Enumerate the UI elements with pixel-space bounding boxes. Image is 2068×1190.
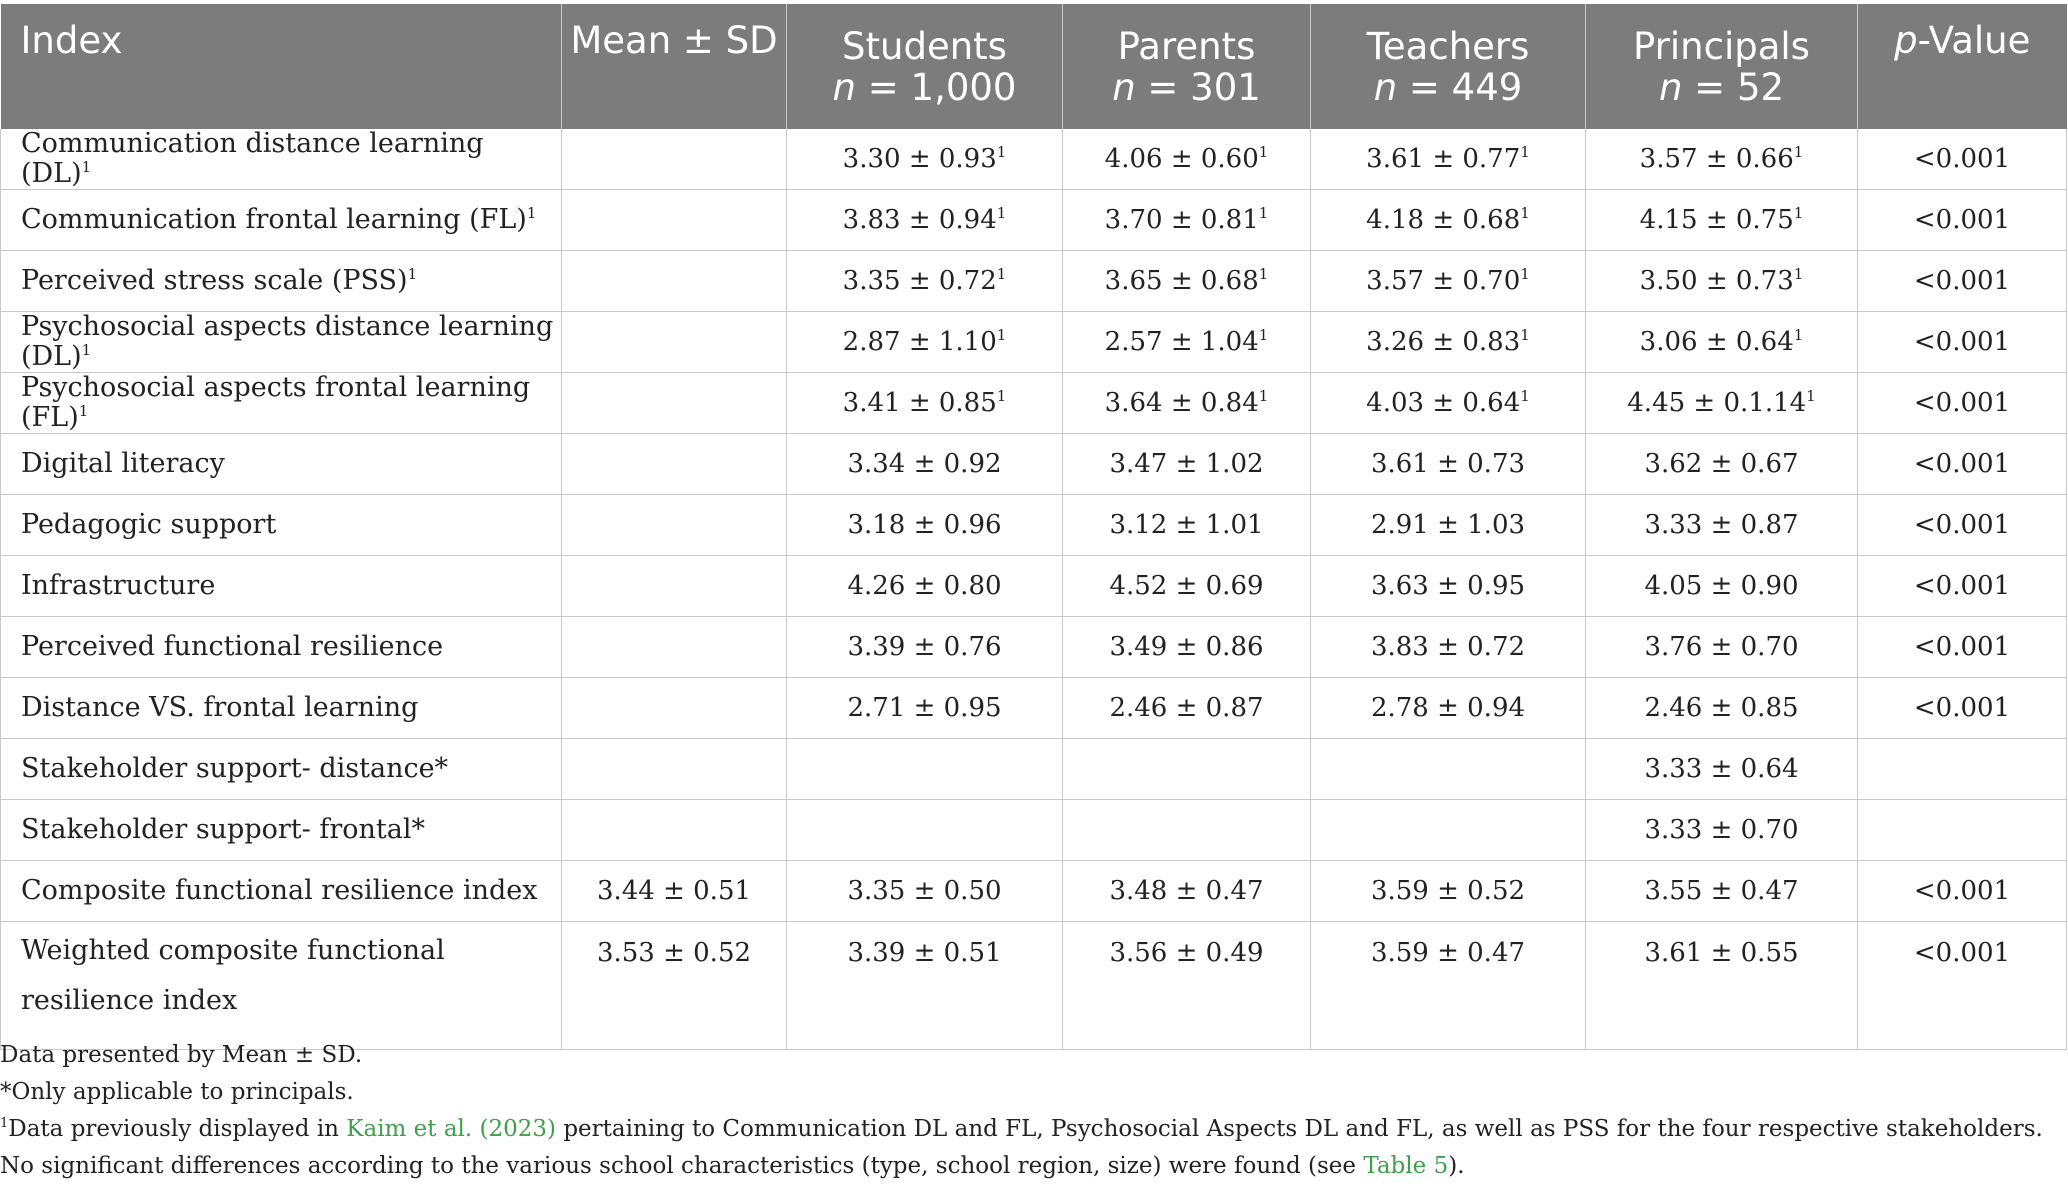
teachers-value: 3.61 ± 0.77 xyxy=(1366,144,1521,174)
pvalue-cell: <0.001 xyxy=(1858,190,2067,251)
footnote-text: Data previously displayed in xyxy=(8,1116,347,1142)
mean-sd-cell xyxy=(562,312,787,373)
students-cell xyxy=(787,434,1063,495)
index-label: Communication distance learning (DL) xyxy=(21,128,484,189)
table-header xyxy=(1,4,2067,129)
students-value: 4.26 ± 0.80 xyxy=(847,571,1002,601)
students-value: 3.18 ± 0.96 xyxy=(847,510,1002,540)
index-cell xyxy=(1,495,562,556)
principals-cell xyxy=(1586,556,1858,617)
column-header-label: Mean ± SD xyxy=(570,19,778,62)
principals-cell xyxy=(1586,312,1858,373)
index-cell xyxy=(1,373,562,434)
students-cell xyxy=(787,617,1063,678)
column-header xyxy=(1586,4,1858,129)
sample-size-value: = 301 xyxy=(1135,65,1261,109)
table-row xyxy=(1,739,2067,800)
index-cell xyxy=(1,800,562,861)
mean-sd-cell xyxy=(562,373,787,434)
header-row xyxy=(1,4,2067,129)
students-value: 3.41 ± 0.85 xyxy=(842,388,997,418)
column-header-sample-size xyxy=(1586,67,1857,108)
table-row xyxy=(1,922,2067,1050)
footnote-text: ). xyxy=(1448,1153,1465,1179)
results-table-container xyxy=(0,4,2068,1050)
index-label: Composite functional resilience index xyxy=(21,875,538,906)
teachers-value: 3.63 ± 0.95 xyxy=(1370,571,1526,601)
index-label: Perceived functional resilience xyxy=(21,631,444,662)
table-row xyxy=(1,800,2067,861)
pvalue-symbol: p xyxy=(1894,19,1918,62)
table-row xyxy=(1,556,2067,617)
column-header xyxy=(787,4,1063,129)
parents-value: 2.46 ± 0.87 xyxy=(1109,693,1264,723)
mean-sd-cell xyxy=(562,190,787,251)
principals-value: 3.62 ± 0.67 xyxy=(1644,449,1799,479)
pvalue-cell: <0.001 xyxy=(1858,251,2067,312)
column-header xyxy=(1063,4,1311,129)
teachers-cell xyxy=(1311,190,1586,251)
parents-cell xyxy=(1063,495,1311,556)
table-row xyxy=(1,373,2067,434)
mean-sd-cell xyxy=(562,800,787,861)
pvalue-cell: <0.001 xyxy=(1858,312,2067,373)
column-header xyxy=(562,4,787,129)
footnote-marker: 1 xyxy=(1258,143,1269,161)
parents-value: 3.56 ± 0.49 xyxy=(1109,938,1264,968)
parents-cell xyxy=(1063,678,1311,739)
table-row xyxy=(1,251,2067,312)
index-label: Weighted composite functional resilience index xyxy=(21,935,445,1016)
footnote-marker: 1 xyxy=(996,265,1007,283)
footnote-marker: 1 xyxy=(81,341,92,359)
mean-sd-cell xyxy=(562,739,787,800)
footnote-text: pertaining to Communication DL and FL, Psychosocial Aspects DL and FL, as well as PSS for the four respective stakeholders. xyxy=(556,1116,2043,1142)
footnote-marker: 1 xyxy=(1520,265,1530,283)
pvalue-cell: <0.001 xyxy=(1858,678,2067,739)
footnote-mean-sd: Data presented by Mean ± SD. xyxy=(0,1042,363,1068)
students-value: 3.83 ± 0.94 xyxy=(842,205,997,235)
footnote-marker: 1 xyxy=(1258,204,1269,222)
table-body xyxy=(1,129,2067,1050)
students-value: 2.71 ± 0.95 xyxy=(847,693,1002,723)
students-cell xyxy=(787,861,1063,922)
index-label: Stakeholder support- frontal* xyxy=(21,814,425,845)
principals-cell xyxy=(1586,739,1858,800)
index-label: Communication frontal learning (FL) xyxy=(21,204,527,235)
footnote-marker: 1 xyxy=(1806,387,1816,405)
footnote-marker: 1 xyxy=(407,265,418,283)
citation-link-kaim-2023[interactable]: Kaim et al. (2023) xyxy=(346,1116,557,1142)
teachers-cell xyxy=(1311,251,1586,312)
table-row xyxy=(1,678,2067,739)
column-header-label: Principals xyxy=(1633,24,1810,68)
footnote-marker: 1 xyxy=(996,143,1007,161)
parents-value: 4.06 ± 0.60 xyxy=(1104,144,1259,174)
mean-sd-cell xyxy=(562,617,787,678)
column-header-label: Students xyxy=(842,24,1007,68)
teachers-cell xyxy=(1311,617,1586,678)
students-value: 3.35 ± 0.72 xyxy=(842,266,997,296)
students-cell xyxy=(787,373,1063,434)
pvalue-cell: <0.001 xyxy=(1858,556,2067,617)
footnote-marker: 1 xyxy=(78,402,89,420)
teachers-value: 3.59 ± 0.47 xyxy=(1370,938,1526,968)
students-cell xyxy=(787,129,1063,190)
table-row xyxy=(1,129,2067,190)
students-value: 3.39 ± 0.51 xyxy=(847,938,1002,968)
teachers-cell xyxy=(1311,434,1586,495)
principals-value: 3.33 ± 0.87 xyxy=(1644,510,1799,540)
index-label: Psychosocial aspects frontal learning (FL) xyxy=(21,372,531,433)
principals-value: 3.57 ± 0.66 xyxy=(1639,144,1794,174)
table-5-link[interactable]: Table 5 xyxy=(1363,1153,1449,1179)
index-label: Pedagogic support xyxy=(21,509,277,540)
mean-sd-cell: 3.53 ± 0.52 xyxy=(562,922,787,1050)
footnote-marker: 1 xyxy=(996,326,1007,344)
footnote-marker: 1 xyxy=(1793,204,1804,222)
column-header-label: Index xyxy=(20,19,123,62)
pvalue-cell: <0.001 xyxy=(1858,861,2067,922)
column-header-label: Teachers xyxy=(1366,24,1530,68)
students-value: 3.39 ± 0.76 xyxy=(847,632,1002,662)
pvalue-cell: <0.001 xyxy=(1858,922,2067,1050)
footnote-marker: 1 xyxy=(81,158,92,176)
principals-value: 3.61 ± 0.55 xyxy=(1644,938,1799,968)
teachers-value: 4.03 ± 0.64 xyxy=(1366,388,1521,418)
teachers-value: 2.78 ± 0.94 xyxy=(1370,693,1526,723)
footnote-marker: 1 xyxy=(996,204,1007,222)
footnote-principals-only: *Only applicable to principals. xyxy=(0,1079,354,1105)
principals-cell xyxy=(1586,922,1858,1050)
students-cell xyxy=(787,678,1063,739)
students-cell xyxy=(787,800,1063,861)
teachers-cell xyxy=(1311,861,1586,922)
footnote-marker: 1 xyxy=(1793,326,1804,344)
parents-cell xyxy=(1063,190,1311,251)
parents-value: 3.12 ± 1.01 xyxy=(1109,510,1264,540)
principals-value: 3.33 ± 0.70 xyxy=(1644,815,1799,845)
students-cell xyxy=(787,739,1063,800)
sample-size-value: = 52 xyxy=(1682,65,1785,109)
footnote-text: No significant differences according to the various school characteristics (type, school region, size) were found (see xyxy=(0,1153,1364,1179)
students-value: 3.35 ± 0.50 xyxy=(847,876,1002,906)
index-label: Perceived stress scale (PSS) xyxy=(21,265,408,296)
sample-size-symbol: n xyxy=(1373,65,1398,109)
table-row xyxy=(1,190,2067,251)
students-value: 2.87 ± 1.10 xyxy=(842,327,997,357)
teachers-cell xyxy=(1311,678,1586,739)
parents-value: 3.70 ± 0.81 xyxy=(1104,205,1259,235)
pvalue-cell: <0.001 xyxy=(1858,373,2067,434)
students-cell xyxy=(787,251,1063,312)
sample-size-symbol: n xyxy=(832,65,856,109)
teachers-cell xyxy=(1311,312,1586,373)
teachers-cell xyxy=(1311,556,1586,617)
parents-cell xyxy=(1063,617,1311,678)
index-label: Stakeholder support- distance* xyxy=(21,753,449,784)
parents-value: 3.49 ± 0.86 xyxy=(1109,632,1264,662)
index-cell xyxy=(1,434,562,495)
teachers-cell xyxy=(1311,739,1586,800)
sample-size-symbol: n xyxy=(1112,65,1136,109)
pvalue-cell xyxy=(1858,739,2067,800)
principals-value: 3.55 ± 0.47 xyxy=(1644,876,1799,906)
index-cell xyxy=(1,312,562,373)
footnote-marker: 1 xyxy=(1520,326,1530,344)
students-cell xyxy=(787,495,1063,556)
parents-value: 3.47 ± 1.02 xyxy=(1109,449,1264,479)
footnote-marker: 1 xyxy=(1520,204,1530,222)
parents-value: 3.64 ± 0.84 xyxy=(1104,388,1259,418)
index-cell xyxy=(1,190,562,251)
index-cell xyxy=(1,739,562,800)
index-label: Distance VS. frontal learning xyxy=(21,692,419,723)
sample-size-symbol: n xyxy=(1658,65,1683,109)
table-row xyxy=(1,617,2067,678)
principals-value: 4.45 ± 0.1.14 xyxy=(1627,388,1807,418)
footnote-marker: 1 xyxy=(1258,265,1269,283)
footnote-marker: 1 xyxy=(1793,143,1804,161)
students-cell xyxy=(787,312,1063,373)
parents-cell xyxy=(1063,861,1311,922)
index-cell xyxy=(1,556,562,617)
pvalue-cell: <0.001 xyxy=(1858,434,2067,495)
pvalue-cell: <0.001 xyxy=(1858,617,2067,678)
principals-value: 3.06 ± 0.64 xyxy=(1639,327,1794,357)
principals-value: 4.05 ± 0.90 xyxy=(1644,571,1799,601)
students-cell xyxy=(787,556,1063,617)
principals-value: 3.76 ± 0.70 xyxy=(1644,632,1799,662)
index-label: Infrastructure xyxy=(21,570,216,601)
mean-sd-cell xyxy=(562,251,787,312)
parents-cell xyxy=(1063,739,1311,800)
column-header-label: Parents xyxy=(1117,24,1256,68)
footnote-previous-data xyxy=(0,1111,2060,1148)
parents-cell xyxy=(1063,129,1311,190)
parents-value: 4.52 ± 0.69 xyxy=(1109,571,1264,601)
principals-cell xyxy=(1586,617,1858,678)
index-cell xyxy=(1,678,562,739)
footnote-marker: 1 xyxy=(526,204,537,222)
principals-cell xyxy=(1586,434,1858,495)
parents-cell xyxy=(1063,373,1311,434)
pvalue-label: -Value xyxy=(1917,19,2031,62)
principals-cell xyxy=(1586,129,1858,190)
mean-sd-cell xyxy=(562,129,787,190)
sample-size-value: = 449 xyxy=(1397,65,1523,109)
teachers-cell xyxy=(1311,373,1586,434)
students-value: 3.30 ± 0.93 xyxy=(842,144,997,174)
principals-cell xyxy=(1586,678,1858,739)
principals-cell xyxy=(1586,373,1858,434)
principals-value: 4.15 ± 0.75 xyxy=(1639,205,1794,235)
principals-cell xyxy=(1586,861,1858,922)
teachers-value: 2.91 ± 1.03 xyxy=(1370,510,1526,540)
column-header xyxy=(1,4,562,129)
students-cell xyxy=(787,922,1063,1050)
footnote-marker: 1 xyxy=(1520,143,1530,161)
footnote-marker: 1 xyxy=(1520,387,1530,405)
pvalue-cell xyxy=(1858,800,2067,861)
footnote-marker: 1 xyxy=(1258,326,1269,344)
parents-cell xyxy=(1063,251,1311,312)
principals-cell xyxy=(1586,495,1858,556)
column-header-pvalue xyxy=(1858,4,2067,129)
parents-cell xyxy=(1063,434,1311,495)
principals-value: 3.33 ± 0.64 xyxy=(1644,754,1799,784)
column-header-sample-size xyxy=(1063,67,1310,108)
principals-cell xyxy=(1586,800,1858,861)
parents-cell xyxy=(1063,312,1311,373)
parents-value: 3.48 ± 0.47 xyxy=(1109,876,1264,906)
index-cell xyxy=(1,922,562,1050)
footnote-marker: 1 xyxy=(1793,265,1804,283)
index-cell xyxy=(1,129,562,190)
table-row xyxy=(1,495,2067,556)
footnote-marker: 1 xyxy=(996,387,1007,405)
principals-value: 3.50 ± 0.73 xyxy=(1639,266,1794,296)
footnote-marker: 1 xyxy=(0,1116,9,1131)
results-table xyxy=(0,4,2067,1050)
principals-cell xyxy=(1586,251,1858,312)
teachers-cell xyxy=(1311,495,1586,556)
column-header-sample-size xyxy=(1311,67,1585,108)
students-value: 3.34 ± 0.92 xyxy=(847,449,1002,479)
parents-cell xyxy=(1063,800,1311,861)
teachers-cell xyxy=(1311,129,1586,190)
footnote-no-differences xyxy=(0,1148,2060,1185)
mean-sd-cell: 3.44 ± 0.51 xyxy=(562,861,787,922)
table-row xyxy=(1,861,2067,922)
teachers-value: 3.59 ± 0.52 xyxy=(1370,876,1526,906)
table-row xyxy=(1,312,2067,373)
teachers-value: 3.61 ± 0.73 xyxy=(1370,449,1526,479)
pvalue-cell: <0.001 xyxy=(1858,495,2067,556)
parents-value: 2.57 ± 1.04 xyxy=(1104,327,1259,357)
mean-sd-cell xyxy=(562,495,787,556)
mean-sd-cell xyxy=(562,556,787,617)
teachers-cell xyxy=(1311,922,1586,1050)
teachers-cell xyxy=(1311,800,1586,861)
index-label: Psychosocial aspects distance learning (DL) xyxy=(21,311,554,372)
mean-sd-cell xyxy=(562,434,787,495)
principals-value: 2.46 ± 0.85 xyxy=(1644,693,1799,723)
parents-value: 3.65 ± 0.68 xyxy=(1104,266,1259,296)
index-cell xyxy=(1,617,562,678)
parents-cell xyxy=(1063,922,1311,1050)
pvalue-cell: <0.001 xyxy=(1858,129,2067,190)
column-header-sample-size xyxy=(787,67,1062,108)
teachers-value: 3.83 ± 0.72 xyxy=(1370,632,1526,662)
teachers-value: 3.26 ± 0.83 xyxy=(1366,327,1521,357)
mean-sd-cell xyxy=(562,678,787,739)
teachers-value: 4.18 ± 0.68 xyxy=(1366,205,1521,235)
index-label: Digital literacy xyxy=(21,448,225,479)
parents-cell xyxy=(1063,556,1311,617)
students-cell xyxy=(787,190,1063,251)
table-footnotes xyxy=(0,1037,2060,1185)
footnote-marker: 1 xyxy=(1258,387,1269,405)
index-cell xyxy=(1,251,562,312)
teachers-value: 3.57 ± 0.70 xyxy=(1366,266,1521,296)
sample-size-value: = 1,000 xyxy=(856,65,1017,109)
index-cell xyxy=(1,861,562,922)
principals-cell xyxy=(1586,190,1858,251)
column-header xyxy=(1311,4,1586,129)
table-row xyxy=(1,434,2067,495)
